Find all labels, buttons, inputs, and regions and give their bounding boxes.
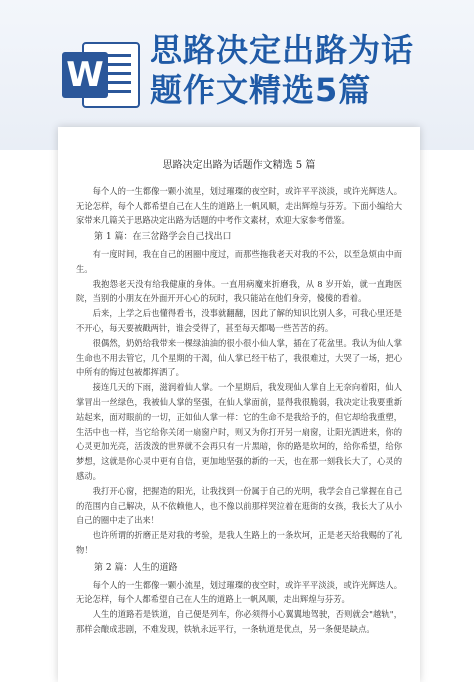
document-body bbox=[76, 159, 402, 637]
section-heading: 第 2 篇：人生的道路 bbox=[94, 562, 178, 573]
word-icon bbox=[62, 40, 140, 110]
paragraph: 接连几天的下雨，滋润着仙人掌。一个星期后，我发现仙人掌自上无奈向着阳，仙人掌冒出一丝绿色，我被仙人掌的坚强，在仙人掌面前，显得我很脆弱，我决定让我要重新站起来，面对眼前的一切，正如仙人掌一样：它的生命不是我给予的，但它却给我重塑，生活中也一样，当它给你关闭一扇窗户时，则又为你打开另一扇窗，让阳光洒进来，你的心灵更加光亮，活泼泼的世界就不会再只有一片黑暗，你的路是坎坷的，给你希望，给你梦想，这就是你心灵中更有自信，更加地坚强的新的一天，也在那一刻我长大了，心灵的感动。 bbox=[76, 382, 402, 481]
paragraph: 每个人的一生都像一颗小流星，划过璀璨的夜空时，或许平平淡淡，或许光辉迭人。无论怎样，每个人都希望自己在人生的道路上一帆风顺，走出辉煌与芬芳。下面小编给大家带来几篇关于思路决定出路为话题的中考作文素材，欢迎大家参考借鉴。 bbox=[76, 185, 402, 226]
banner-title-line-2: 题作文精选5篇 bbox=[150, 71, 372, 109]
section-heading: 第 1 篇：在三岔路学会自己找出口 bbox=[94, 232, 232, 243]
icon-line bbox=[104, 90, 131, 93]
paragraph: 有一度时间，我在自己的困圈中度过，而那些拖我老天对我的不公，以至急烦由中而生。 bbox=[76, 248, 402, 274]
icon-line bbox=[104, 63, 131, 66]
paragraph: 我抱怨老天没有给我健康的身体。一直用病魔来折磨我，从 8 岁开始，就一直跑医院，当别的小朋友在外面开开心心的玩时，我只能站在他们身旁，傻傻的看着。 bbox=[76, 278, 402, 304]
paragraph: 我打开心窗，把握造的阳光，让我找到一份属于自己的光明，我学会自己掌握在自己的范围内自己解决，从不依赖他人，也不像以前那样哭泣着在逛街的女孩，我长大了从小自己的圈中走了出来！ bbox=[76, 485, 402, 526]
icon-line bbox=[104, 72, 131, 75]
paragraph: 每个人的一生都像一颗小流星，划过璀璨的夜空时，或许平平淡淡，或许光辉迭人。无论怎样，每个人都希望自己在人生的道路上一帆风顺，走出辉煌与芬芳。 bbox=[76, 579, 402, 605]
document-page bbox=[58, 127, 420, 682]
banner-title bbox=[150, 30, 460, 110]
icon-line bbox=[104, 54, 131, 57]
banner-title-line-1: 思路决定出路为话 bbox=[150, 31, 415, 69]
icon-line bbox=[104, 81, 131, 84]
document-title: 思路决定出路为话题作文精选 5 篇 bbox=[162, 160, 316, 171]
paragraph: 后来，上学之后也懂得看书，没事就翻翻，因此了解的知识比别人多，可我心里还是不开心，每天要被戳两针，谁会受得了，甚至每天都喝一些苦苦的药。 bbox=[76, 308, 402, 333]
paragraph: 很偶然，奶奶给我带来一棵绿油油的很小很小仙人掌，插在了花盆里。我认为仙人掌生命也不用去管它，几个星期的干渴，仙人掌已经干枯了，我很难过，大哭了一场，把心中所有的悔过包被都挥洒了。 bbox=[76, 337, 402, 378]
paragraph: 也许所谓的折磨正是对我的考验，是我人生路上的一条坎坷，正是老天给我赐的了礼物！ bbox=[76, 530, 402, 555]
paragraph: 人生的道路若是铁道，自己便是列车，你必须得小心翼翼地驾驶，否则就会"越轨"，那样会酿成悲剧，不难发现，铁轨永远平行，一条轨道是优点，另一条便是缺点。 bbox=[76, 609, 402, 634]
word-letter-badge: W bbox=[62, 52, 108, 98]
